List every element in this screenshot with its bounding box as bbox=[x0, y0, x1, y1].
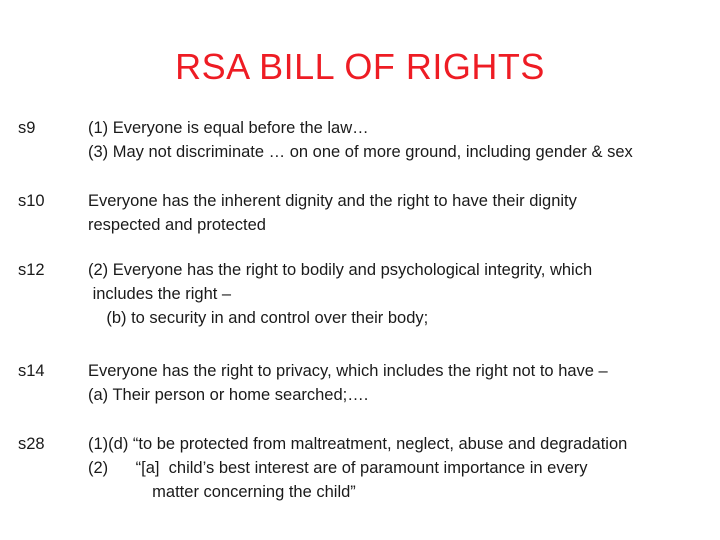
section-line: (3) May not discriminate … on one of more ground, including gender & sex bbox=[88, 143, 633, 161]
section-text bbox=[88, 258, 713, 330]
section-text bbox=[88, 116, 713, 164]
section-line: (1)(d) “to be protected from maltreatment, neglect, abuse and degradation bbox=[88, 435, 628, 453]
section-line: includes the right – bbox=[88, 285, 232, 303]
section-text bbox=[88, 432, 713, 504]
section-label: s28 bbox=[18, 435, 45, 453]
section-line: (2) Everyone has the right to bodily and psychological integrity, which bbox=[88, 261, 593, 279]
section-line: (1) Everyone is equal before the law… bbox=[88, 119, 369, 137]
section-text bbox=[88, 359, 713, 407]
section-label: s12 bbox=[18, 261, 45, 279]
section-label: s14 bbox=[18, 362, 45, 380]
section-line: Everyone has the right to privacy, which includes the right not to have – bbox=[88, 362, 608, 380]
section-line: (b) to security in and control over their body; bbox=[88, 309, 429, 327]
section-line: (2) “[a] child’s best interest are of paramount importance in every bbox=[88, 459, 588, 477]
section-label: s9 bbox=[18, 119, 36, 137]
section-line: (a) Their person or home searched;…. bbox=[88, 386, 369, 404]
section-line: Everyone has the inherent dignity and the right to have their dignity bbox=[88, 192, 577, 210]
page-title: RSA BILL OF RIGHTS bbox=[175, 46, 545, 87]
section-label: s10 bbox=[18, 192, 45, 210]
section-line: matter concerning the child” bbox=[88, 483, 356, 501]
section-line: respected and protected bbox=[88, 216, 266, 234]
section-text bbox=[88, 189, 713, 237]
